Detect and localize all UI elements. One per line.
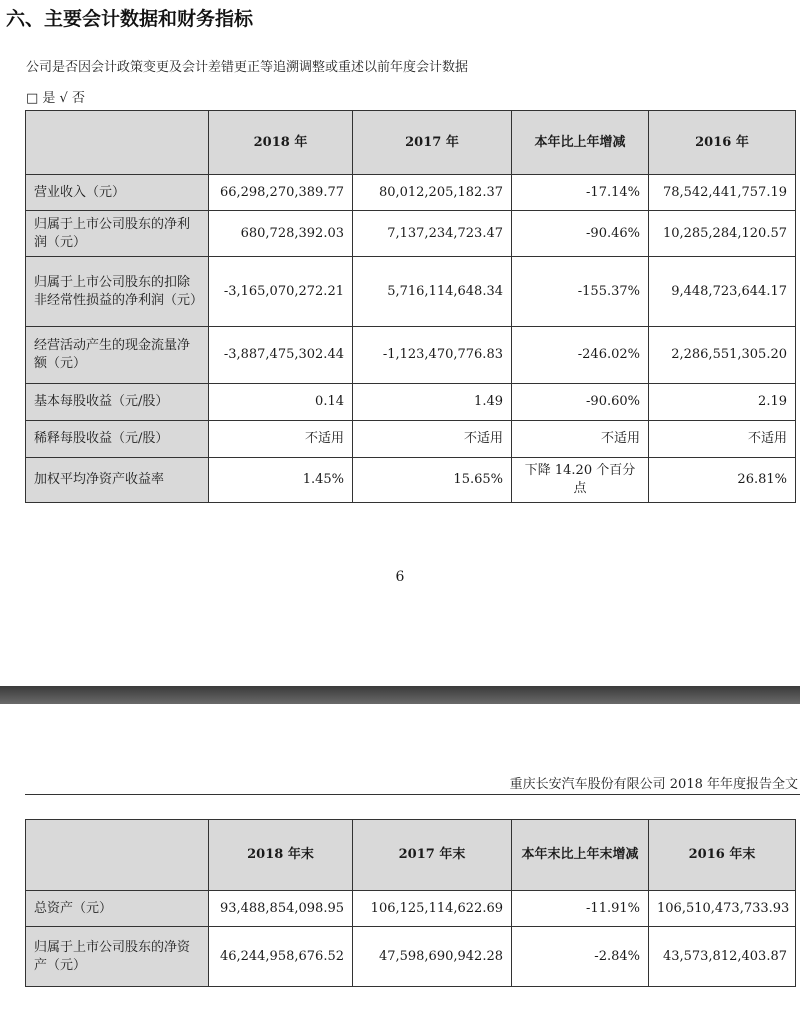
row-label: 营业收入（元） (26, 175, 209, 211)
value-2016: 2,286,551,305.20 (649, 327, 796, 384)
restatement-question: 公司是否因会计政策变更及会计差错更正等追溯调整或重述以前年度会计数据 (26, 60, 469, 75)
table-row (26, 211, 796, 257)
header-2017: 2017 年 (353, 111, 512, 175)
value-2017: 106,125,114,622.69 (353, 891, 512, 927)
value-2018: 66,298,270,389.77 (209, 175, 353, 211)
value-2016: 不适用 (649, 421, 796, 458)
row-label: 归属于上市公司股东的净利润（元） (26, 211, 209, 257)
row-label: 经营活动产生的现金流量净额（元） (26, 327, 209, 384)
value-change: 不适用 (512, 421, 649, 458)
row-label: 基本每股收益（元/股） (26, 384, 209, 421)
balance-data-table (25, 819, 796, 987)
value-change: -17.14% (512, 175, 649, 211)
value-2016: 2.19 (649, 384, 796, 421)
value-2016: 26.81% (649, 458, 796, 503)
value-change: -2.84% (512, 927, 649, 987)
value-change: -90.46% (512, 211, 649, 257)
value-change: -11.91% (512, 891, 649, 927)
value-2017: 7,137,234,723.47 (353, 211, 512, 257)
table-row (26, 421, 796, 458)
key-financial-data-table (25, 110, 796, 503)
header-2018: 2018 年 (209, 111, 353, 175)
value-2018: 1.45% (209, 458, 353, 503)
row-label: 归属于上市公司股东的扣除非经常性损益的净利润（元） (26, 257, 209, 327)
value-2018: -3,887,475,302.44 (209, 327, 353, 384)
value-2017: 不适用 (353, 421, 512, 458)
value-2018: 不适用 (209, 421, 353, 458)
header-2017-end: 2017 年末 (353, 820, 512, 891)
value-2018: 0.14 (209, 384, 353, 421)
page-number: 6 (395, 569, 405, 585)
row-label: 加权平均净资产收益率 (26, 458, 209, 503)
table-row (26, 384, 796, 421)
value-2016: 106,510,473,733.93 (649, 891, 796, 927)
value-2017: 47,598,690,942.28 (353, 927, 512, 987)
header-rule (25, 794, 800, 795)
value-2018: -3,165,070,272.21 (209, 257, 353, 327)
value-change: -90.60% (512, 384, 649, 421)
header-blank (26, 820, 209, 891)
value-2017: 5,716,114,648.34 (353, 257, 512, 327)
page-divider (0, 686, 800, 704)
table-row (26, 891, 796, 927)
row-label: 稀释每股收益（元/股） (26, 421, 209, 458)
header-2016: 2016 年 (649, 111, 796, 175)
running-header: 重庆长安汽车股份有限公司 2018 年年度报告全文 (509, 777, 798, 792)
table-row (26, 458, 796, 503)
table-row (26, 175, 796, 211)
value-2017: 80,012,205,182.37 (353, 175, 512, 211)
table-row (26, 927, 796, 987)
value-2018: 46,244,958,676.52 (209, 927, 353, 987)
value-change: -246.02% (512, 327, 649, 384)
value-2018: 680,728,392.03 (209, 211, 353, 257)
row-label: 总资产（元） (26, 891, 209, 927)
value-2017: -1,123,470,776.83 (353, 327, 512, 384)
table-row (26, 327, 796, 384)
value-2016: 9,448,723,644.17 (649, 257, 796, 327)
table-header-row (26, 111, 796, 175)
table-header-row (26, 820, 796, 891)
value-2016: 10,285,284,120.57 (649, 211, 796, 257)
value-change: -155.37% (512, 257, 649, 327)
restatement-answer: □ 是 √ 否 (26, 91, 85, 106)
value-2017: 15.65% (353, 458, 512, 503)
row-label: 归属于上市公司股东的净资产（元） (26, 927, 209, 987)
value-change: 下降 14.20 个百分点 (512, 458, 649, 503)
header-change: 本年末比上年末增减 (512, 820, 649, 891)
value-2017: 1.49 (353, 384, 512, 421)
value-2016: 78,542,441,757.19 (649, 175, 796, 211)
section-title: 六、主要会计数据和财务指标 (6, 8, 254, 30)
header-2016-end: 2016 年末 (649, 820, 796, 891)
table-row (26, 257, 796, 327)
value-2018: 93,488,854,098.95 (209, 891, 353, 927)
header-change: 本年比上年增减 (512, 111, 649, 175)
header-2018-end: 2018 年末 (209, 820, 353, 891)
header-blank (26, 111, 209, 175)
value-2016: 43,573,812,403.87 (649, 927, 796, 987)
